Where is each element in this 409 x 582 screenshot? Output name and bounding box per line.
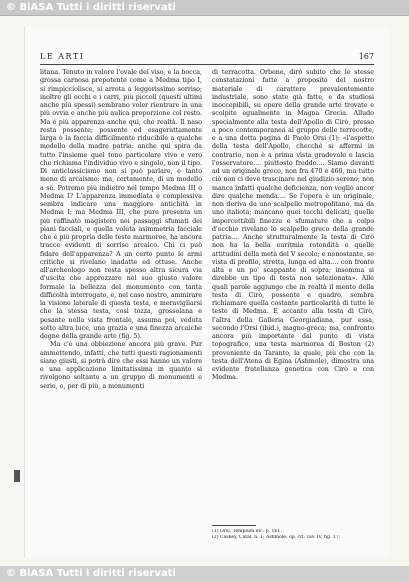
left-paragraph-1: litana. Tenuto in valore l'ovale del viso, e la bocca, grossa carnosa prepotente come a Medma tipo I, si rimpicciolisce, si arrota a leggerissimo sorriso; inoltre gli occhi e i carri, più piccoli (questi ultimi anche più spessi) sembrano voler rientrare in una più ovvia e anche più aulica proporzione col resto. Ma è più apparenza anche qui, che realtà. Il naso resta possente; possente ed esagerattamente larga è la faccia difficilmente riducibile a qualche modello della madre patria: anche qui spira da tutto l'insieme quel tono particolare vivo e vero che richiama l'individuo vivo e singolo, non il tipo. Di anticlassicismo non si può parlare, e tanto meno di arcaismo: ma, certamente, di un modello a sè. Potremo più indietro nel tempo Medma III o Medma I? L'apparenza immediata e complessiva sembra indicare una maggiore antichità in Medma I; ma Medma III, che pure presenta un più raffinato magistero nei passaggi sfumati dei piani facciali, e quella voluta asimmetria facciale che è più propria delle teste marmoree, ha ancora tracce evidenti di sorriso arcaico. Chi ci può fidare dell'apparenza? A un certo punto le armi critiche si rivelano inadatte ed ottuse. Anche all'archeologo non resta spesso altra sicura via d'uscita che apprezzare nel suo giusto valore formale la bellezza del monumento con tanta difficoltà interrogato, e, nel caso nostro, ammirare la visione laterale di questa testa, e meravigliarsi che la stessa testa, così tozza, grossolana e pesante nella vista frontale, assuma poi, veduta sotto altra luce, una grazia e una finezza arcaiche degne della grande arte (fig. 5). — [40, 69, 202, 340]
running-head — [40, 52, 374, 64]
left-paragraph-2: Ma c'è una obbiezione ancora più grave. Pur ammettendo, infatti, che tutti questi ragionamenti siano giusti, si potrà dire che essi hanno un valore e una applicazione limitatissima in quanto si rivolgono soltanto a un gruppo di monumenti e serie, e, per di più, a monumenti — [40, 341, 202, 390]
header-rule — [40, 64, 374, 65]
watermark-top: © BiASA Tutti i diritti riservati — [0, 0, 409, 16]
left-column — [40, 69, 202, 574]
footnote-2: (2) Caskey, Catal. n. 1; Ashmole, op. cit. Tav. IV, fig. 17. — [212, 535, 341, 541]
footnote-1: (1) Orsi, Templum etc. p. 161. — [212, 529, 282, 534]
margin-mark — [14, 470, 20, 482]
right-paragraph-1: di terracotta. Orbene, dirò subito che le stesse constatazioni fatte a proposito del nostro materiale di carattere prevalentemente industriale, sono state già fatte, e da studiosi inoccepibili, su opere della grande arte trovate e scolpite egualmente in Magna Grecia. Alludo specialmente alla testa dell'Apollo di Cirò, presso a poco contemporanea al gruppo delle terrecotte, e a una dotta pagina di Paolo Orsi (1): «l'aspetto della testa dell'Apollo, checchè si affermi in contrario, non è a prima vista gradevole e lascia l'osservatore.... piuttosto freddo.... Siamo davanti ad un originale greco, non fra 470 e 460, ma tutto ciò non ci deve trascinare nel giudizio sereno; non manca infatti qualche deficienza, non voglio ancor dire qualche menda.... Se l'opera è un originale, non deriva da uno scalpello metropolitano, ma da uno italiota; mancano quei tocchi delicati, quelle impercettibili finezze e sfumature che a colpo d'occhio rivelano lo scalpello greco della grande patria.... Anche strutturalmente la testa di Cirò non ha la bella euritmia rotondità e quelle attitudini della metà del V secolo; e nonostante, se vista di profilo, stretta, lunga ed alta.... con fronte alta e un po' scappante di sopra; insomma si direbbe un tipo di testa non selezionata». Alle quali parole aggiungo che in realtà il mento della testa di Cirò, possente e quadro, sembra richiamare quella costante particolarità di tutte le teste di Medma. E accanto alla testa di Cirò, l'altra della Galleria Georgiadiana, pur essa, secondo l'Orsi (ibid.), magno-greca; ma, confronto ancora più importante dal punto di vista topografico, una testa marmorea di Boston (2) proveniente da Taranto, la quale, più che con la testa dell'Atena di Egina (Ashmole), dimostra una evidente fratellanza genetica con Cirò e con Medma. — [212, 69, 374, 382]
right-column — [212, 69, 374, 521]
page-number: 167 — [358, 52, 374, 61]
footnote-rule — [212, 525, 256, 526]
watermark-bottom: © BiASA Tutti i diritti riservati — [0, 566, 409, 582]
footnotes — [212, 525, 374, 542]
running-head-title: LE ARTI — [40, 52, 85, 61]
